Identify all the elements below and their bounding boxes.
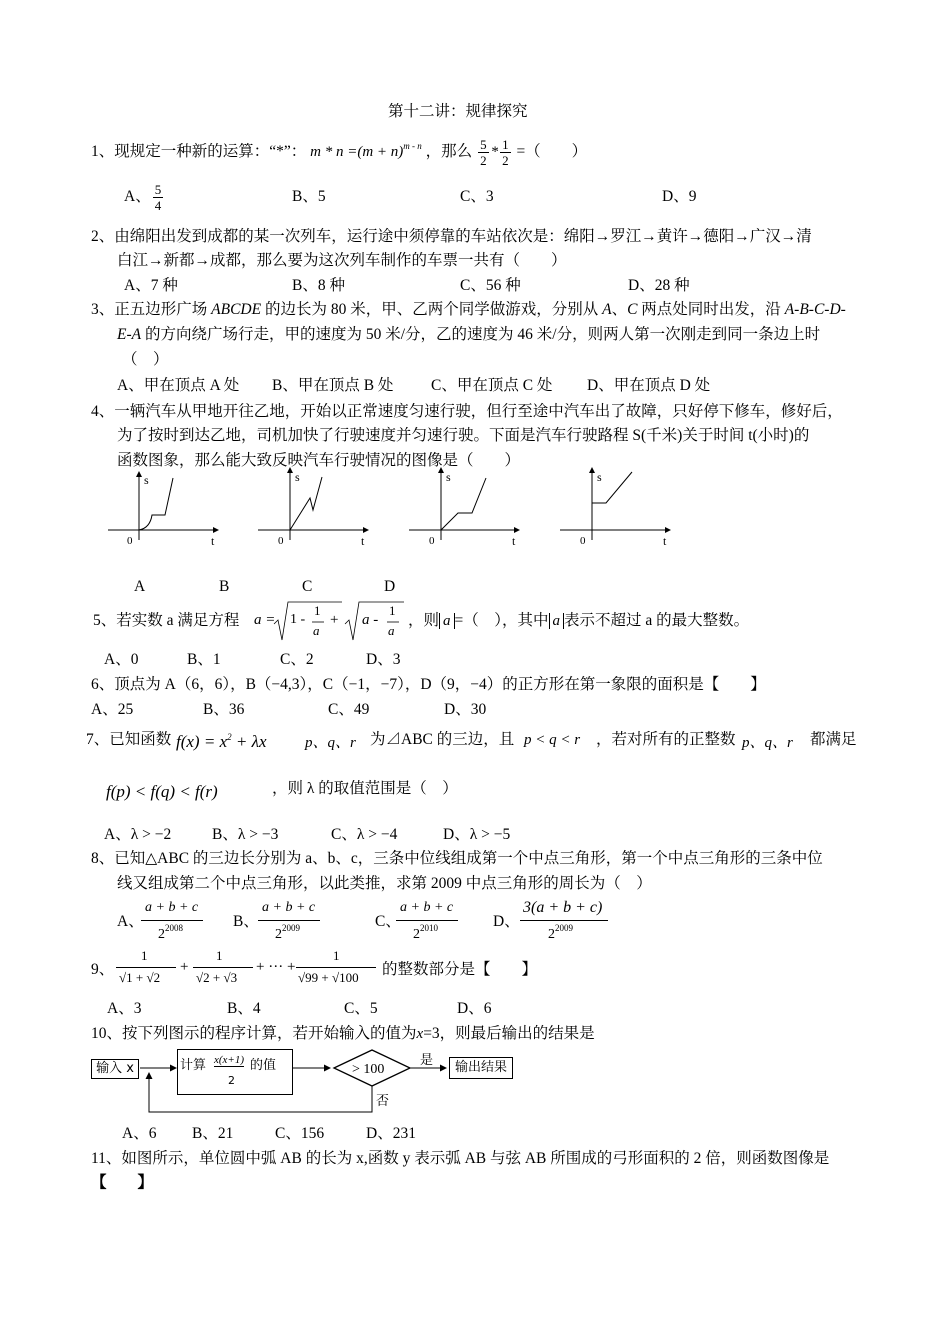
q1-formula-base: m * n =(m + n) <box>310 144 404 160</box>
q3-l1g: 两点处同时出发，沿 <box>637 301 785 318</box>
q7-post: 都满足 <box>810 731 857 748</box>
q10-calc-den: 2 <box>228 1074 235 1087</box>
q10-line-a: 10、按下列图示的程序计算，若开始输入的值为 <box>91 1025 417 1042</box>
q9-t2-num: 1 <box>216 948 223 963</box>
q1-option-c: C、3 <box>460 188 494 205</box>
q8-option-b-label: B、 <box>233 913 259 930</box>
q5-option-a: A、0 <box>104 651 139 668</box>
q3-l1f: C <box>627 301 638 318</box>
q2-option-a: A、7 种 <box>124 277 178 294</box>
q8-option-d-num: 3(a + b + c) <box>523 899 603 916</box>
q4-line-2: 为了按时到达乙地，司机加快了行驶速度并匀速行驶。下面是汽车行驶路程 S(千米)关于时间 t(小时)的 <box>117 427 810 444</box>
q5-one: 1 - <box>290 612 306 627</box>
q5-option-c: C、2 <box>280 651 314 668</box>
q10-no-label: 否 <box>376 1094 390 1109</box>
q2-option-b: B、8 种 <box>292 277 345 294</box>
q10-calc-box <box>177 1049 293 1095</box>
q10-calc-tail: 的值 <box>250 1058 277 1073</box>
q8-option-b-num: a + b + c <box>262 900 316 915</box>
q9-option-b: B、4 <box>227 1000 261 1017</box>
q9-plus: + <box>180 959 189 975</box>
q7-ineq: p < q < r <box>524 732 581 748</box>
q5-tail-b: =（ ），其中 <box>454 612 549 629</box>
q10-cond-text: > 100 <box>352 1062 385 1077</box>
q3-option-c: C、甲在顶点 C 处 <box>431 377 553 394</box>
q10-input-box: 输入 x <box>91 1059 139 1079</box>
q11-line-1: 11、如图所示，单位圆中弧 AB 的长为 x,函数 y 表示弧 AB 与弦 AB 所围成的弓形面积的 2 倍，则函数图像是 <box>91 1150 830 1167</box>
q5-floor-2: a <box>549 613 565 629</box>
q7-pqr: p、q、r <box>305 735 356 751</box>
q2-option-c: C、56 种 <box>460 277 521 294</box>
q6-option-d: D、30 <box>444 701 487 718</box>
q10-line-x: x <box>416 1026 424 1042</box>
q8-option-c-exp: 2010 <box>420 923 438 933</box>
q4-label-a: A <box>134 578 146 595</box>
q9-t1-den: √1 + √2 <box>119 970 161 985</box>
q7-mid: 为⊿ABC 的三边，且 <box>370 731 515 748</box>
q1-frac-1-den: 2 <box>480 152 487 168</box>
q3-l1c: 的边长为 80 米，甲、乙两个同学做游戏，分别从 <box>261 301 603 318</box>
q5-option-d: D、3 <box>366 651 401 668</box>
q1-frac-1-num: 5 <box>480 136 487 152</box>
q5-pre: 5、若实数 a 满足方程 <box>93 612 240 629</box>
q8-option-b-exp: 2009 <box>282 923 300 933</box>
q8-line-1: 8、已知△ABC 的三边长分别为 a、b、c，三条中位线组成第一个中点三角形，第一个中点三角形的三条中位 <box>91 850 823 867</box>
q10-calc-num: x(x+1) <box>214 1054 245 1066</box>
q10-output-box: 输出结果 <box>449 1057 513 1079</box>
q8-option-a-label: A、 <box>117 913 144 930</box>
q1-stem-then: ，那么 <box>425 143 473 160</box>
q4-line-3: 函数图象，那么能大致反映汽车行驶情况的图像是（ ） <box>117 452 521 469</box>
q9-pre: 9、 <box>91 961 115 978</box>
q5-tail-c: 表示不超过 a 的最大整数。 <box>564 612 750 629</box>
q4-graph-b-s: s <box>295 470 300 484</box>
q11-line-2: 【 】 <box>91 1174 154 1191</box>
q10-option-a: A、6 <box>122 1125 157 1142</box>
q4-graph-b-t: t <box>361 534 365 548</box>
q1-option-a-num: 5 <box>154 182 162 197</box>
q7-line2-text: ，则 λ 的取值范围是（ ） <box>272 780 458 797</box>
q9-option-c: C、5 <box>344 1000 378 1017</box>
q3-l1d: A <box>602 301 612 318</box>
q3-l1h: A-B-C-D- <box>784 301 846 318</box>
q5-floor-1: a <box>439 613 455 629</box>
q3-l2b: 的方向绕广场行走，甲的速度为 50 米/分，乙的速度为 46 米/分，则两人第一次刚走到同一条边上时 <box>141 326 821 343</box>
q8-option-d-base: 2 <box>548 927 555 942</box>
q8-option-c-base: 2 <box>413 927 420 942</box>
q10-option-c: C、156 <box>275 1125 325 1142</box>
q1-frac-2-num: 1 <box>502 136 509 152</box>
q4-line-1: 4、一辆汽车从甲地开往乙地，开始以正常速度匀速行驶，但行至途中汽车出了故障，只好停下修车，修好后， <box>91 403 843 420</box>
q7-option-a: A、λ > −2 <box>104 826 172 843</box>
q4-graph-d-t: t <box>663 534 667 548</box>
q8-option-d-label: D、 <box>493 913 520 930</box>
q9-post: 的整数部分是【 】 <box>382 961 538 978</box>
q8-option-a-exp: 2008 <box>165 923 183 933</box>
q4-label-d: D <box>384 578 396 595</box>
q4-graph-a-t: t <box>211 534 215 548</box>
q3-option-a: A、甲在顶点 A 处 <box>117 377 240 394</box>
q4-graph-c-origin: 0 <box>429 535 435 547</box>
q7-option-d: D、λ > −5 <box>443 826 511 843</box>
q4-graph-d-origin: 0 <box>580 535 586 547</box>
q8-option-a-num: a + b + c <box>145 900 199 915</box>
q7-pre: 7、已知函数 <box>86 731 172 748</box>
q1-option-d: D、9 <box>662 188 697 205</box>
q7-func-a: f(x) = x <box>176 732 228 751</box>
q4-graph-d-s: s <box>597 470 602 484</box>
q8-option-b-base: 2 <box>275 927 282 942</box>
q8-option-c-num: a + b + c <box>400 900 454 915</box>
q1-option-b: B、5 <box>292 188 326 205</box>
q7-option-b: B、λ > −3 <box>212 826 279 843</box>
q4-graph-a-s: s <box>144 473 149 487</box>
q3-option-d: D、甲在顶点 D 处 <box>587 377 711 394</box>
q5-a-minus: a - <box>362 612 379 628</box>
q8-option-d-exp: 2009 <box>555 923 573 933</box>
q8-line-2: 线又组成第二个中点三角形，以此类推，求第 2009 中点三角形的周长为（ ） <box>117 875 652 892</box>
q3-line-3: （ ） <box>122 351 169 368</box>
q3-l2a: E-A <box>117 326 142 343</box>
q7-line2-ineq: f(p) < f(q) < f(r) <box>106 782 218 801</box>
q9-t3-num: 1 <box>333 948 340 963</box>
q10-option-b: B、21 <box>192 1125 234 1142</box>
q3-option-b: B、甲在顶点 B 处 <box>272 377 394 394</box>
q1-star: * <box>490 144 499 160</box>
q2-option-d: D、28 种 <box>628 277 690 294</box>
q3-l1e: 、 <box>611 301 628 318</box>
q2-line-2: 白江→新都→成都，那么要为这次列车制作的车票一共有（ ） <box>117 252 567 269</box>
q6-line: 6、顶点为 A（6，6），B（−4,3），C（−1，−7），D（9，−4）的正方形在第一象限的面积是【 】 <box>91 676 766 693</box>
q7-func-b: + λx <box>231 732 267 751</box>
q1-stem-tail: =（ ） <box>516 143 588 160</box>
q9-option-d: D、6 <box>457 1000 492 1017</box>
q5-frac2-den: a <box>388 623 395 638</box>
q10-yes-label: 是 <box>420 1053 434 1068</box>
q4-label-c: C <box>302 578 313 595</box>
q1-option-a-den: 4 <box>154 198 162 213</box>
q6-option-a: A、25 <box>91 701 134 718</box>
q10-line-b: =3，则最后输出的结果是 <box>423 1025 595 1042</box>
q10-calc-label: 计算 <box>180 1058 207 1073</box>
q2-line-1: 2、由绵阳出发到成都的某一次列车，运行途中须停靠的车站依次是：绵阳→罗江→黄许→德阳→广汉→清 <box>91 228 812 245</box>
q5-option-b: B、1 <box>187 651 221 668</box>
q9-option-a: A、3 <box>107 1000 142 1017</box>
q7-mid2: ，若对所有的正整数 <box>596 731 736 748</box>
q4-label-b: B <box>219 578 230 595</box>
q7-func-sup: 2 <box>227 732 232 742</box>
q9-t1-num: 1 <box>141 948 148 963</box>
page-title: 第十二讲：规律探究 <box>388 103 528 120</box>
q1-stem-text: 1、现规定一种新的运算：“*”： <box>91 143 307 160</box>
q5-frac2-num: 1 <box>389 603 396 618</box>
q1-frac-2-den: 2 <box>502 152 509 168</box>
q6-option-b: B、36 <box>203 701 245 718</box>
q10-option-d: D、231 <box>366 1125 416 1142</box>
q3-l1b: ABCDE <box>211 301 262 318</box>
q5-tail-a: ，则 <box>408 612 440 629</box>
q8-option-a-base: 2 <box>158 927 165 942</box>
q4-graph-a-origin: 0 <box>127 535 133 547</box>
q5-eq-a: a = <box>254 612 276 628</box>
q8-option-c-label: C、 <box>375 913 401 930</box>
q4-graph-c-t: t <box>512 534 516 548</box>
q4-graph-b-origin: 0 <box>278 535 284 547</box>
q4-graph-c-s: s <box>446 470 451 484</box>
q3-l1a: 3、正五边形广场 <box>91 301 212 318</box>
q9-t3-den: √99 + √100 <box>298 970 359 985</box>
q9-dots: + ··· + <box>256 959 296 975</box>
q6-option-c: C、49 <box>328 701 370 718</box>
q1-formula-exp: m - n <box>403 141 422 151</box>
q7-pqr2: p、q、r <box>742 735 793 751</box>
q1-option-a-label: A、 <box>124 188 151 206</box>
q5-plus: + <box>330 612 339 628</box>
q7-option-c: C、λ > −4 <box>331 826 398 843</box>
q9-t2-den: √2 + √3 <box>196 970 238 985</box>
q5-frac-den: a <box>313 623 320 638</box>
q5-frac-num: 1 <box>314 603 321 618</box>
